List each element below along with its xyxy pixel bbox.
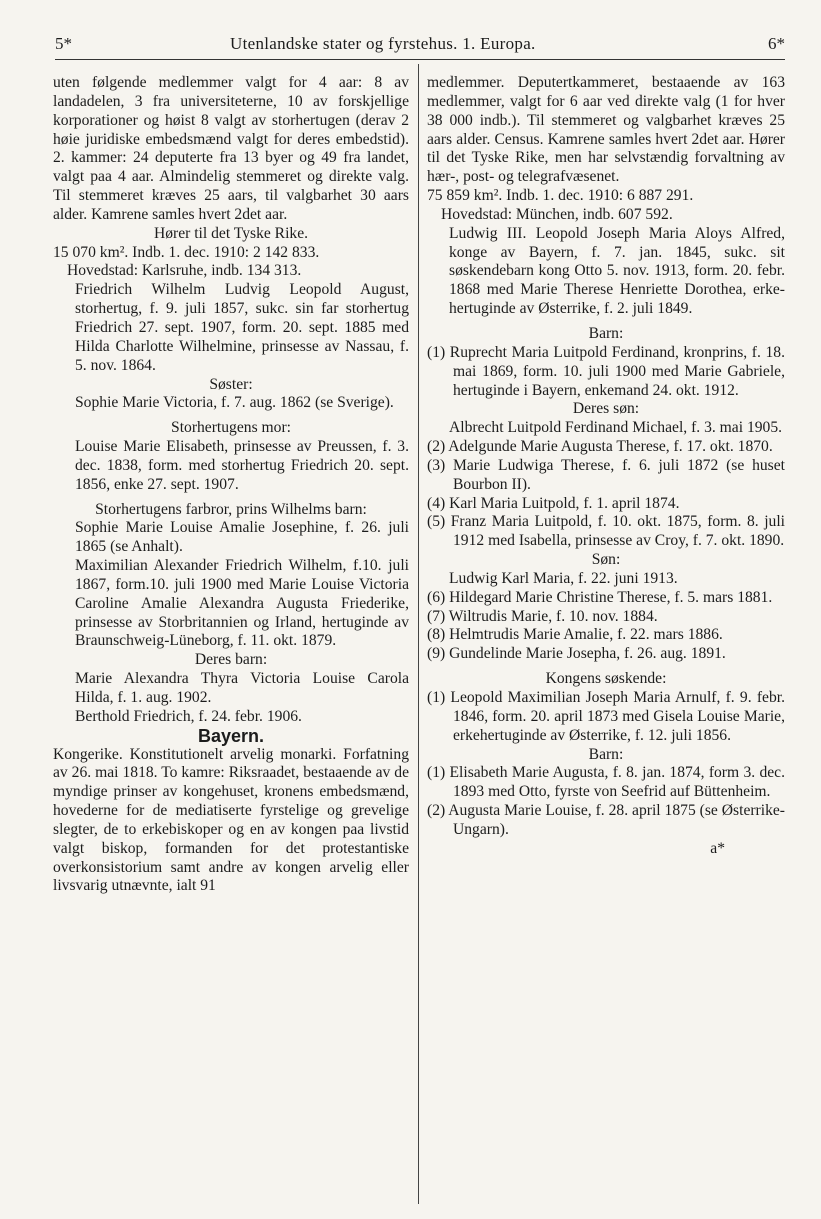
subheading-children-2: Barn: [588, 745, 624, 763]
column-divider [418, 64, 419, 1204]
subheading-son: Søn: [591, 551, 621, 569]
page-number-right: 6* [768, 34, 785, 53]
entry-maximilian: Maximilian Alexander Friedrich Wilhelm, f.10. juli 1867, form.10. juli 1900 med Marie Louise Victoria Caroline Amalie Alexandra Augusta Friederike, prinsesse av Storbritannien og Irland, hertuginde av Braunschweig-Lüneborg, f. 11. okt. 1879. [75, 557, 409, 650]
signature-mark: a* [710, 839, 725, 857]
entry-berthold: Berthold Friedrich, f. 24. febr. 1906. [75, 707, 302, 725]
paragraph-bayern-area: 75 859 km². Indb. 1. dec. 1910: 6 887 291. [427, 187, 694, 205]
left-column [53, 74, 409, 896]
entry-leopold: (1) Leopold Maximilian Joseph Maria Arnulf, f. 9. febr. 1846, form. 20. april 1873 med Gisela Louise Marie, erkehertuginde av Østerrike, f. 12. juli 1856. [427, 689, 785, 744]
subheading-king-siblings: Kongens søskende: [545, 670, 667, 688]
paragraph-area-population: 15 070 km². Indb. 1. dec. 1910: 2 142 833. [53, 243, 320, 261]
entry-helmtrudis: (8) Helmtrudis Marie Amalie, f. 22. mars 1886. [427, 626, 723, 644]
right-column [427, 74, 785, 859]
paragraph-capital: Hovedstad: Karlsruhe, indb. 134 313. [67, 262, 302, 280]
entry-augusta: (2) Augusta Marie Louise, f. 28. april 1875 (se Østerrike-Ungarn). [427, 802, 785, 838]
entry-sister: Sophie Marie Victoria, f. 7. aug. 1862 (se Sverige). [75, 394, 394, 412]
subheading-mother: Storhertugens mor: [171, 419, 291, 437]
subheading-their-son: Deres søn: [572, 400, 640, 418]
entry-ludwig-karl: Ludwig Karl Maria, f. 22. juni 1913. [449, 569, 678, 587]
entry-karl: (4) Karl Maria Luitpold, f. 1. april 1874. [427, 494, 680, 512]
entry-sophie: Sophie Marie Louise Amalie Josephine, f. 26. juli 1865 (se Anhalt). [75, 519, 409, 556]
entry-marie-alexandra: Marie Alexandra Thyra Victoria Louise Carola Hilda, f. 1. aug. 1902. [75, 670, 409, 706]
subheading-their-children: Deres barn: [194, 651, 268, 669]
entry-ruprecht: (1) Ruprecht Maria Luitpold Ferdinand, kronprins, f. 18. mai 1869, form. 10. juli 1900 med Marie Gabriele, hertuginde i Bayern, enkemand 24. okt. 1912. [427, 343, 785, 399]
paragraph-bayern-chambers: medlemmer. Deputertkammeret, bestaaende av 163 medlemmer, valgt for 6 aar ved direkte valg (1 for hver 38 000 indb.). Til stemmeret og valgbarhet kræves 25 aars alder. Census. Kamrene samles hvert 2det aar. Hører til det Tyske Rike, men har selvstændig forvaltning av hær-, post- og telegrafvæsenet. [427, 74, 785, 186]
paragraph-bayern-capital: Hovedstad: München, indb. 607 592. [441, 205, 673, 223]
subheading-uncle-children: Storhertugens farbror, prins Wilhelms barn: [95, 500, 367, 518]
paragraph-baden-constitution: uten følgende medlemmer valgt for 4 aar: 8 av landadelen, 3 fra universiteterne, 10 av forskjellige korporationer og høist 8 valgt av storhertugen (derav 2 høie juridiske embedsmænd valgt for deres embedstid). 2. kammer: 24 deputerte fra 13 byer og 49 fra landet, valgt paa 4 aar. Almindelig stemmeret og direkte valg. Til stemmeret kræves 25 aars, til valgbarhet 30 aars alder. Kamrene samles hvert 2det aar. [53, 74, 409, 223]
running-head [55, 34, 785, 58]
section-heading-bayern: Bayern. [197, 725, 265, 746]
entry-ludwig-iii: Ludwig III. Leopold Joseph Maria Aloys Alfred, konge av Bayern, f. 7. jan. 1845, sukc. sit søskendebarn kong Otto 5. nov. 1913, form. 20. febr. 1868 med Marie Therese Henriette Dorothea, erkehertuginde av Østerrike, f. 2. juli 1849. [449, 224, 785, 318]
entry-hildegard: (6) Hildegard Marie Christine Therese, f. 5. mars 1881. [427, 588, 773, 606]
paragraph-reich-membership: Hører til det Tyske Rike. [153, 224, 309, 242]
paragraph-bayern-constitution: Kongerike. Konstitutionelt arvelig monarki. Forfatning av 26. mai 1818. To kamre: Riksraadet, bestaaende av de myndige prinser av kongehuset, kronens embedsmænd, hovederne for de mediatiserte fyrstelige og grevelige slegter, de to erkebiskoper og en av kongen paa livstid valgt biskop, formanden for det protestantiske overkonsistorium samt andre av kongen arvelig eller livsvarig utnævnte, ialt 91 [53, 745, 409, 895]
entry-franz: (5) Franz Maria Luitpold, f. 10. okt. 1875, form. 8. juli 1912 med Isabella, prinsesse av Croy, f. 7. okt. 1890. [427, 513, 785, 550]
entry-mother: Louise Marie Elisabeth, prinsesse av Preussen, f. 3. dec. 1838, form. med storhertug Friedrich 20. sept. 1856, enke 27. sept. 1907. [75, 438, 409, 493]
entry-albrecht: Albrecht Luitpold Ferdinand Michael, f. 3. mai 1905. [449, 419, 783, 437]
entry-marie-ludwiga: (3) Marie Ludwiga Therese, f. 6. juli 1872 (se huset Bourbon II). [427, 456, 785, 493]
entry-wiltrudis: (7) Wiltrudis Marie, f. 10. nov. 1884. [427, 607, 658, 625]
entry-grand-duke: Friedrich Wilhelm Ludvig Leopold August, storhertug, f. 9. juli 1857, sukc. sin far storhertug Friedrich 27. sept. 1907, form. 20. sept. 1885 med Hilda Charlotte Wilhelmine, prinsesse av Nassau, f. 5. nov. 1864. [75, 281, 409, 374]
entry-adelgunde: (2) Adelgunde Marie Augusta Therese, f. 17. okt. 1870. [427, 438, 773, 456]
subheading-children: Barn: [588, 324, 624, 342]
entry-gundelinde: (9) Gundelinde Marie Josepha, f. 26. aug. 1891. [427, 645, 726, 663]
page-number-left: 5* [55, 34, 72, 53]
header-rule [55, 59, 785, 60]
running-title: Utenlandske stater og fyrstehus. 1. Europa. [230, 34, 536, 53]
entry-elisabeth: (1) Elisabeth Marie Augusta, f. 8. jan. 1874, form 3. dec. 1893 med Otto, fyrste von Seefrid auf Büttenheim. [427, 764, 785, 801]
subheading-sister: Søster: [209, 375, 253, 393]
